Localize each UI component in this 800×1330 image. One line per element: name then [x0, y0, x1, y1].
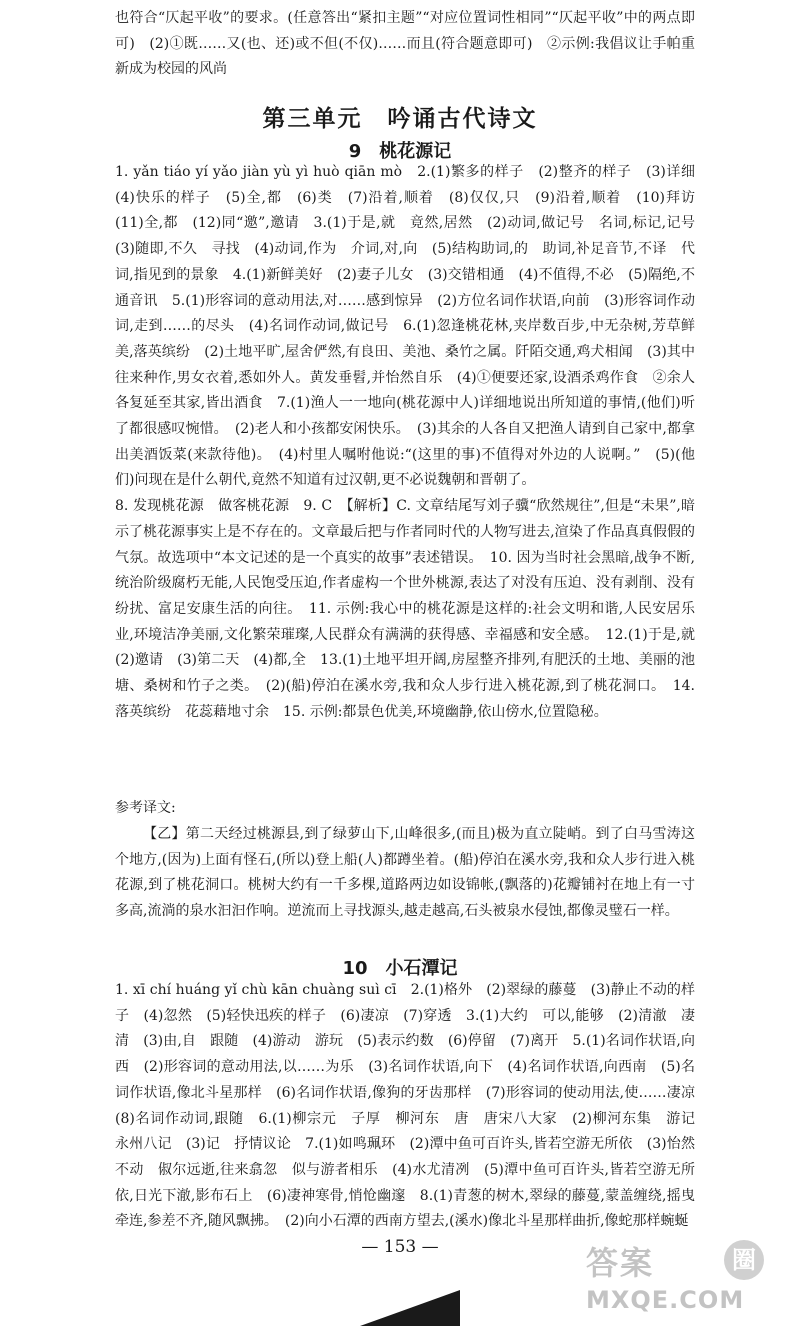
watermark-url: MXQE.COM [586, 1286, 745, 1314]
lesson-9-answers [115, 160, 709, 780]
lesson-9-answers-part1: 1. yǎn tiáo yí yǎo jiàn yù yì huò qiān mò 2.(1)繁多的样子 (2)整齐的样子 (3)详细 (4)快乐的样子 (5)全,都 (6)类 (7)沿着,顺着 (8)仅仅,只 (9)沿着,顺着 (10)拜访 (11)全,都 (12)同“邀”,邀请 3.(1)于是,就 竟然,居然 (2)动词,做记号 名词,标记,记号 (3)随即,不久 寻找 (4)动词,作为 介词,对,向 (5)结构助词,的 助词,补足音节,不译 代词,指见到的景象 4.(1)新鲜美好 (2)妻子儿女 (3)交错相通 (4)不值得,不必 (5)隔绝,不通音讯 5.(1)形容词的意动用法,对……感到惊异 (2)方位名词作状语,向前 (3)形容词作动词,走到……的尽头 (4)名词作动词,做记号 6.(1)忽逢桃花林,夹岸数百步,中无杂树,芳草鲜美,落英缤纷 (2)土地平旷,屋舍俨然,有良田、美池、桑竹之属。阡陌交通,鸡犬相闻 (3)其中往来种作,男女衣着,悉如外人。黄发垂髫,并怡然自乐 (4)①便要还家,设酒杀鸡作食 ②余人各复延至其家,皆出酒食 7.(1)渔人一一地向(桃花源中人)详细地说出所知道的事情,(他们)听了都很感叹惋惜。 (2)老人和小孩都安闲快乐。 (3)其余的人各自又把渔人请到自己家中,都拿出美酒饭菜(来款待他)。 (4)村里人嘱咐他说:“(这里的事)不值得对外边的人说啊。” (5)(他们)问现在是什么朝代,竟然不知道有过汉朝,更不必说魏朝和晋朝了。 [115, 164, 709, 489]
intro-paragraph: 也符合“仄起平收”的要求。(任意答出“紧扣主题”“对应位置词性相同”“仄起平收”中的两点即可) (2)①既……又(也、还)或不但(不仅)……而且(符合题意即可) ②示例:我倡议让手帕重新成为校园的风尚 [115, 10, 695, 78]
watermark [586, 1238, 776, 1326]
translation-paragraph: 【乙】第二天经过桃源县,到了绿萝山下,山峰很多,(而且)极为直立陡峭。到了白马雪涛这个地方,(因为)上面有怪石,(所以)登上船(人)都蹲坐着。(船)停泊在溪水旁,我和众人步行进入桃花源,到了桃花洞口。桃树大约有一千多棵,道路两边如设锦帐,(飘落的)花瓣铺衬在地上有一寸多高,流淌的泉水汩汩作响。逆流而上寻找源头,越走越高,石头被泉水侵蚀,都像灵璧石一样。 [115, 826, 695, 920]
lesson-10-answers: 1. xī chí huáng yǐ chù kān chuàng suì cī 2.(1)格外 (2)翠绿的藤蔓 (3)静止不动的样子 (4)忽然 (5)轻快迅疾的样子 (6)凄凉 (7)穿透 3.(1)大约 可以,能够 (2)清澈 凄清 (3)由,自 跟随 (4)游动 游玩 (5)表示约数 (6)停留 (7)离开 5.(1)名词作状语,向西 (2)形容词的意动用法,以……为乐 (3)名词作状语,向下 (4)名词作状语,向西南 (5)名词作状语,像北斗星那样 (6)名词作状语,像狗的牙齿那样 (7)形容词的使动用法,使……凄凉 (8)名词作动词,跟随 6.(1)柳宗元 子厚 柳河东 唐 唐宋八大家 (2)柳河东集 游记 永州八记 (3)记 抒情议论 7.(1)如鸣珮环 (2)潭中鱼可百许头,皆若空游无所依 (3)怡然不动 俶尔远逝,往来翕忽 似与游者相乐 (4)水尤清冽 (5)潭中鱼可百许头,皆若空游无所依,日光下澈,影布石上 (6)凄神寒骨,悄怆幽邃 8.(1)青葱的树木,翠绿的藤蔓,蒙盖缠绕,摇曳牵连,参差不齐,随风飘拂。 (2)向小石潭的西南方望去,(溪水)像北斗星那样曲折,像蛇那样蜿蜒 [115, 982, 709, 1230]
lesson-9-title: 9 桃花源记 [348, 141, 452, 162]
watermark-badge: 圈 [724, 1240, 764, 1280]
translation-label: 参考译文: [115, 800, 176, 816]
unit-title: 第三单元 吟诵古代诗文 [262, 106, 538, 132]
lesson-10-title: 10 小石潭记 [342, 958, 458, 979]
lesson-9-answers-part2: 8. 发现桃花源 做客桃花源 9. C 【解析】C. 文章结尾写刘子骥“欣然规往”,但是“未果”,暗示了桃花源事实上是不存在的。文章最后把与作者同时代的人物写进去,渲染了作品真真假假的气氛。故选项中“本文记述的是一个真实的故事”表述错误。 10. 因为当时社会黑暗,战争不断,统治阶级腐朽无能,人民饱受压迫,作者虚构一个世外桃源,表达了对没有压迫、没有剥削、没有纷扰、富足安康生活的向往。 11. 示例:我心中的桃花源是这样的:社会文明和谐,人民安居乐业,环境洁净美丽,文化繁荣璀璨,人民群众有满满的获得感、幸福感和安全感。 12.(1)于是,就 (2)邀请 (3)第二天 (4)都,全 13.(1)土地平坦开阔,房屋整齐排列,有肥沃的土地、美丽的池塘、桑树和竹子之类。 (2)(船)停泊在溪水旁,我和众人步行进入桃花源,到了桃花洞口。 14. 落英缤纷 花蕊藉地寸余 15. 示例:都景色优美,环境幽静,依山傍水,位置隐秘。 [115, 498, 709, 720]
page-corner-wedge [360, 1290, 460, 1326]
page-number: — 153 — [361, 1237, 439, 1257]
watermark-text: 答案 [586, 1244, 655, 1282]
